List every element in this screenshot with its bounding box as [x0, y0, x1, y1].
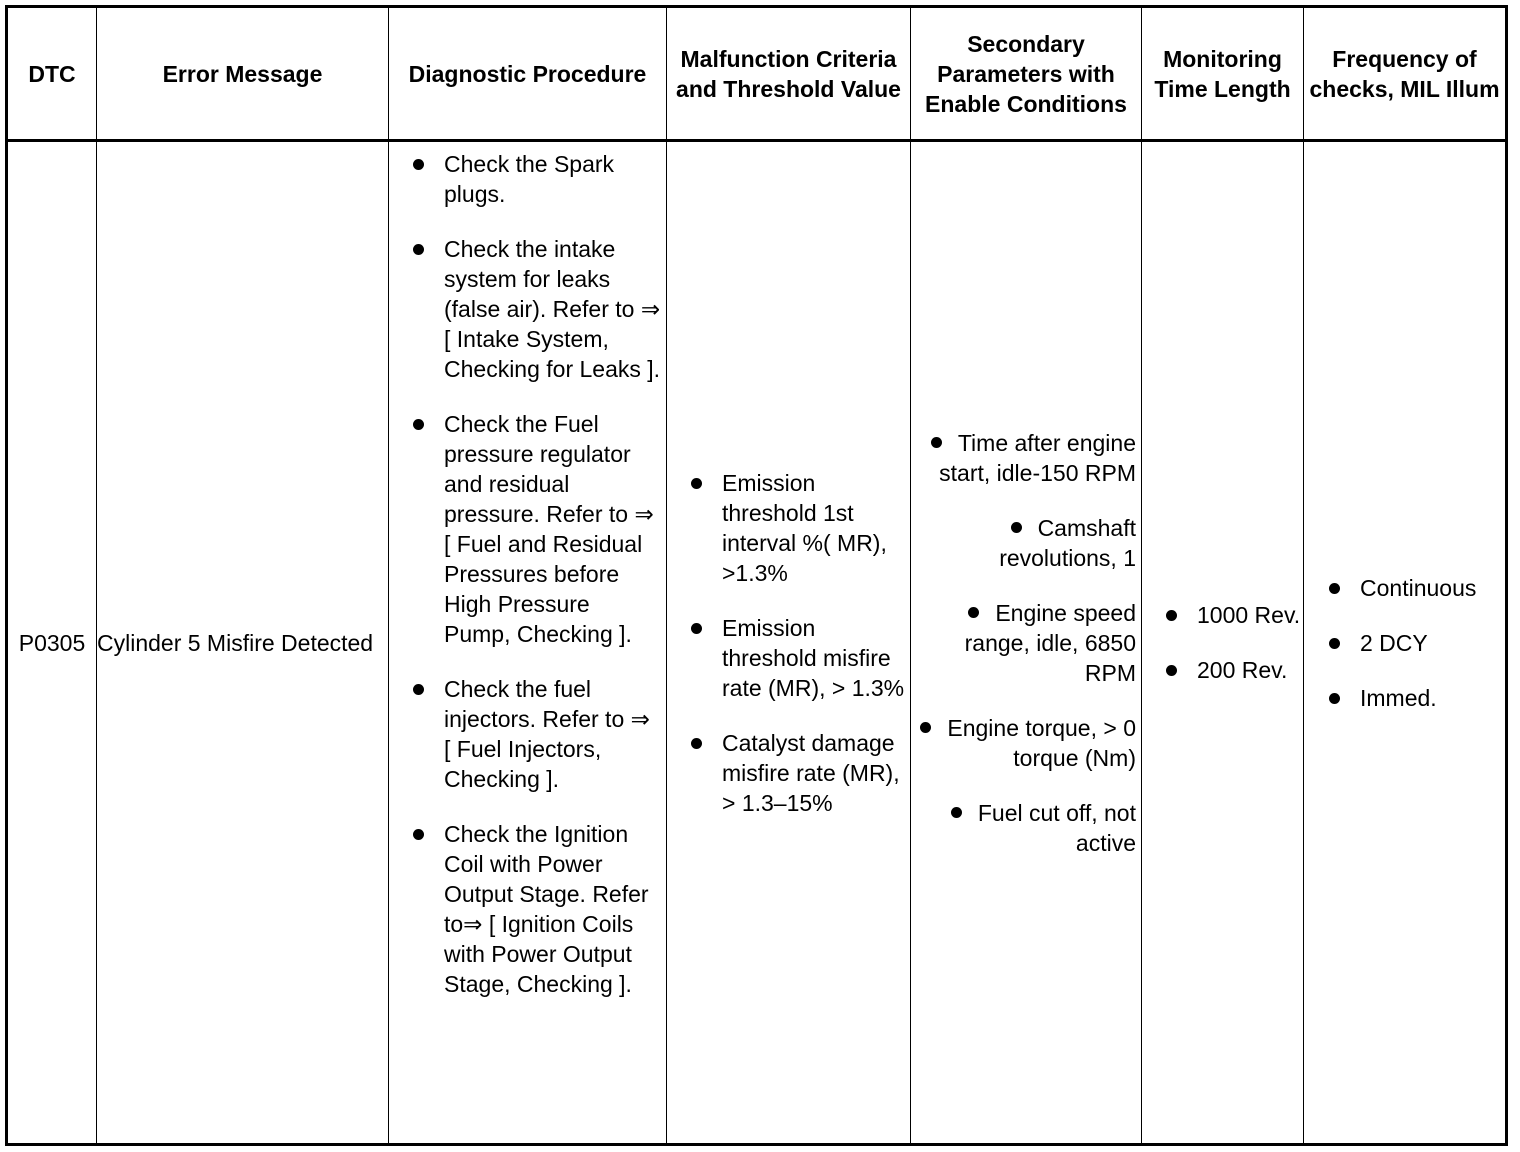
frequency-cell [1304, 141, 1507, 1145]
list-item: 1000 Rev. [1142, 600, 1303, 630]
header-dtc: DTC [7, 7, 97, 141]
dtc-code-cell: P0305 [7, 141, 97, 1145]
bullet-icon [931, 437, 942, 448]
header-secondary-parameters: Secondary Parameters with Enable Conditions [911, 7, 1142, 141]
header-frequency: Frequency of checks, MIL Illum [1304, 7, 1507, 141]
list-item: 200 Rev. [1142, 655, 1303, 685]
header-diagnostic-procedure: Diagnostic Procedure [389, 7, 667, 141]
table-row [7, 141, 1507, 1145]
header-monitoring-time: Monitoring Time Length [1142, 7, 1304, 141]
secondary-parameters-cell [911, 141, 1142, 1145]
secondary-parameters-list [911, 428, 1141, 858]
header-row [7, 7, 1507, 141]
list-item: Fuel cut off, not active [911, 798, 1136, 858]
bullet-icon [920, 722, 931, 733]
list-item: Check the Fuel pressure regulator and residual pressure. Refer to ⇒ [ Fuel and Residual Pressures before High Pressure Pump, Checking ]. [389, 409, 666, 649]
list-item: Check the Ignition Coil with Power Output Stage. Refer to⇒ [ Ignition Coils with Power Output Stage, Checking ]. [389, 819, 666, 999]
list-item: Catalyst damage misfire rate (MR), > 1.3–15% [667, 728, 910, 818]
list-item: Immed. [1304, 683, 1505, 713]
error-message-cell: Cylinder 5 Misfire Detected [97, 141, 389, 1145]
list-item: Emission threshold misfire rate (MR), > 1.3% [667, 613, 910, 703]
list-item: Engine torque, > 0 torque (Nm) [911, 713, 1136, 773]
list-item: Engine speed range, idle, 6850 RPM [964, 599, 1136, 686]
list-item: Check the intake system for leaks (false air). Refer to ⇒ [ Intake System, Checking for Leaks ]. [389, 234, 666, 384]
frequency-list [1304, 573, 1505, 713]
monitoring-time-cell [1142, 141, 1304, 1145]
bullet-icon [1011, 522, 1022, 533]
malfunction-criteria-cell [667, 141, 911, 1145]
bullet-icon [951, 807, 962, 818]
list-item: Continuous [1304, 573, 1505, 603]
malfunction-criteria-list [667, 468, 910, 818]
list-item: 2 DCY [1304, 628, 1505, 658]
header-error-message: Error Message [97, 7, 389, 141]
diagnostic-procedure-list [389, 142, 666, 999]
list-item: Check the Spark plugs. [389, 149, 666, 209]
monitoring-time-list [1142, 600, 1303, 685]
diagnostic-procedure-cell [389, 141, 667, 1145]
list-item: Time after engine start, idle-150 RPM [911, 428, 1136, 488]
bullet-icon [968, 607, 979, 618]
list-item: Check the fuel injectors. Refer to ⇒ [ Fuel Injectors, Checking ]. [389, 674, 666, 794]
dtc-table [5, 5, 1508, 1146]
list-item: Camshaft revolutions, 1 [999, 514, 1136, 571]
list-item: Emission threshold 1st interval %( MR), >1.3% [667, 468, 910, 588]
header-malfunction-criteria: Malfunction Criteria and Threshold Value [667, 7, 911, 141]
